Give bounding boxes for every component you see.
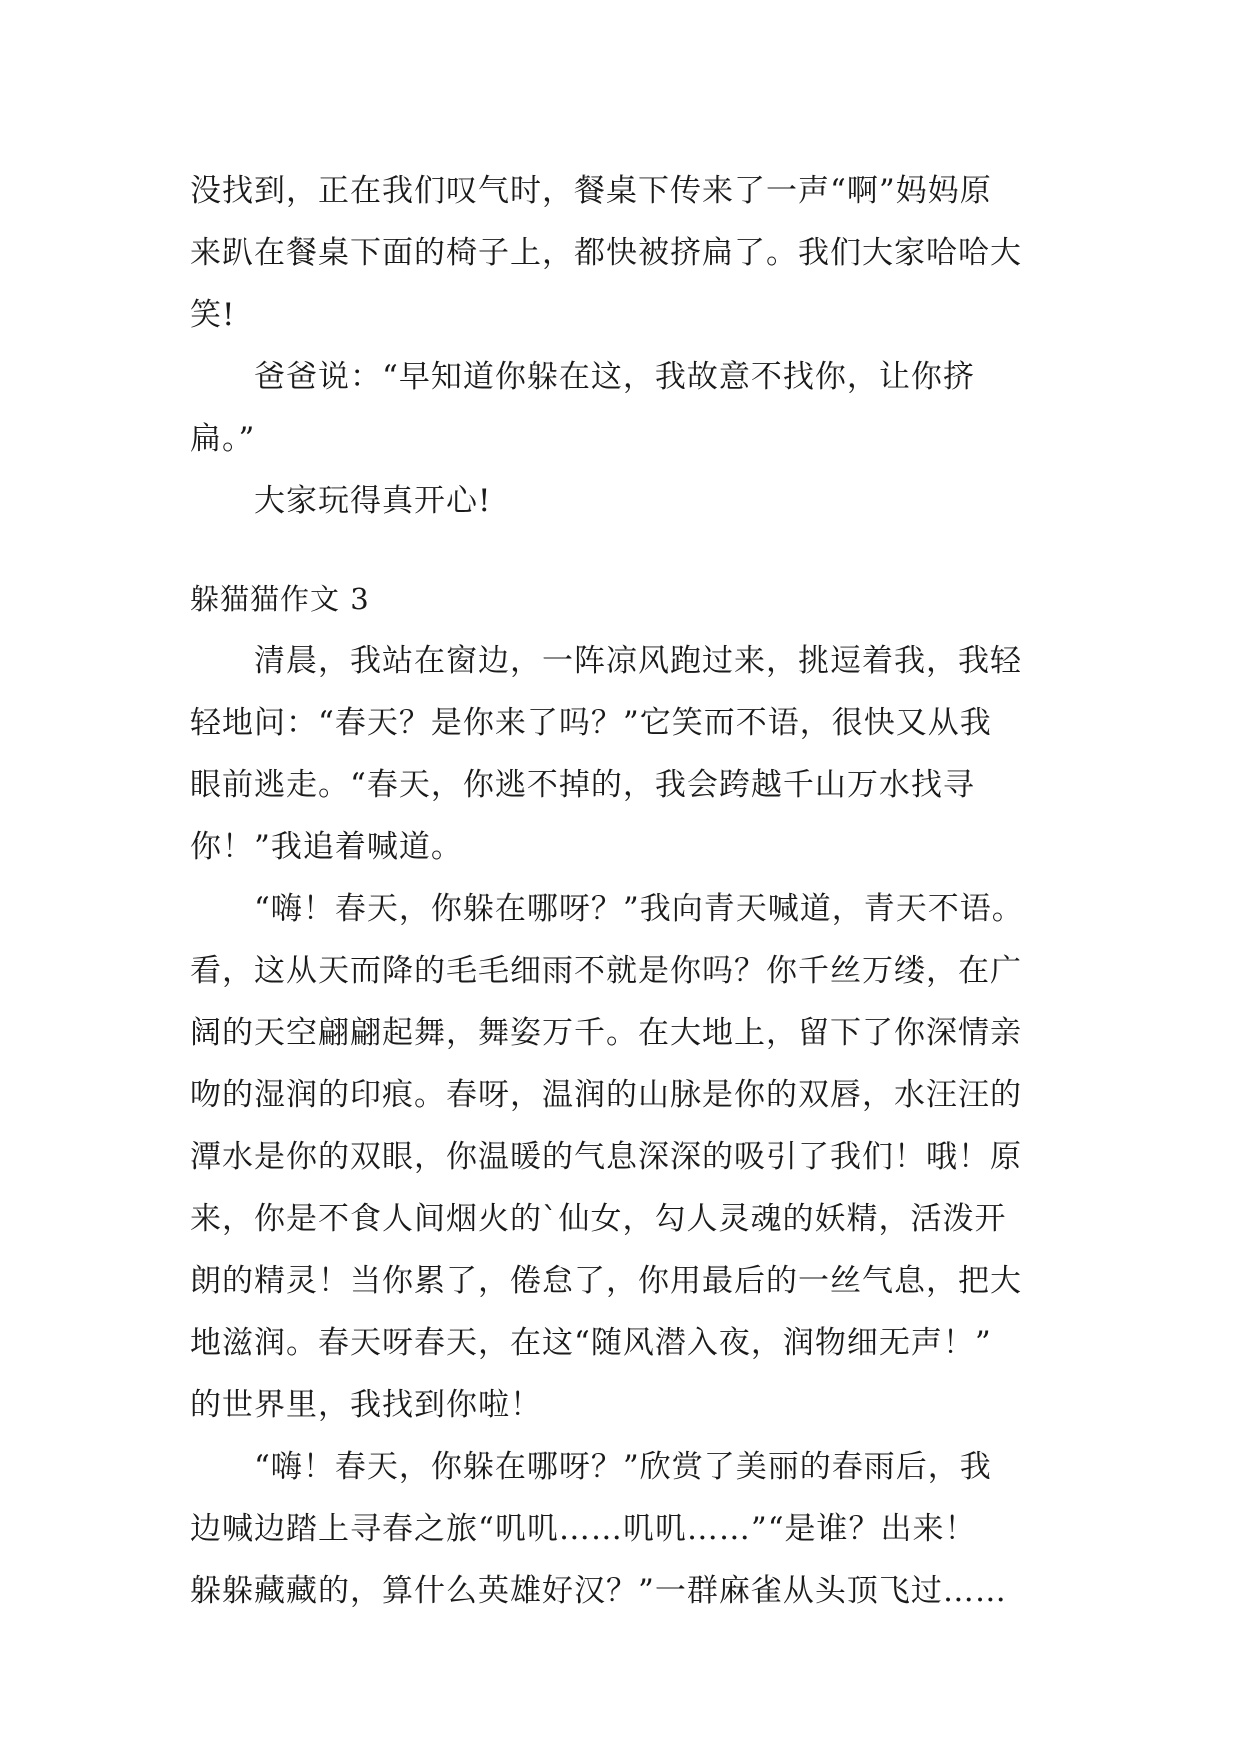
paragraph-line: 笑! (190, 297, 236, 333)
paragraph-line: 地滋润。春天呀春天，在这“随风潜入夜，润物细无声！” (190, 1325, 992, 1361)
paragraph-line: 来，你是不食人间烟火的`仙女，勾人灵魂的妖精，活泼开 (190, 1201, 1007, 1237)
paragraph-line: 躲躲藏藏的，算什么英雄好汉？”一群麻雀从头顶飞过…… (190, 1573, 1007, 1609)
paragraph-line: 轻地问：“春天？是你来了吗？”它笑而不语，很快又从我 (190, 705, 992, 741)
essay-title: 躲猫猫作文 3 (190, 582, 370, 616)
paragraph-line: 清晨，我站在窗边，一阵凉风跑过来，挑逗着我，我轻 (254, 643, 1022, 679)
paragraph-line: 阔的天空翩翩起舞，舞姿万千。在大地上，留下了你深情亲 (190, 1015, 1022, 1051)
essay-body (190, 630, 1050, 1622)
paragraph-line: 大家玩得真开心! (254, 483, 492, 519)
paragraph-line: 没找到，正在我们叹气时，餐桌下传来了一声“啊”妈妈原 (190, 173, 992, 209)
paragraph-line: “嗨！春天，你躲在哪呀？”欣赏了美丽的春雨后，我 (254, 1449, 992, 1485)
paragraph-line: 朗的精灵！当你累了，倦怠了，你用最后的一丝气息，把大 (190, 1263, 1022, 1299)
paragraph-line: 的世界里，我找到你啦！ (190, 1387, 542, 1423)
paragraph-line: 眼前逃走。“春天，你逃不掉的，我会跨越千山万水找寻 (190, 767, 975, 803)
previous-essay-ending (190, 160, 1050, 532)
paragraph-line: 爸爸说：“早知道你躲在这，我故意不找你，让你挤 (254, 359, 975, 395)
paragraph-line: 扁。” (190, 421, 256, 457)
paragraph-line: 边喊边踏上寻春之旅“叽叽……叽叽……”“是谁？出来！ (190, 1511, 977, 1547)
paragraph-line: 潭水是你的双眼，你温暖的气息深深的吸引了我们！哦！原 (190, 1139, 1022, 1175)
paragraph-line: “嗨！春天，你躲在哪呀？”我向青天喊道，青天不语。 (254, 891, 1024, 927)
paragraph-line: 吻的湿润的印痕。春呀，温润的山脉是你的双唇，水汪汪的 (190, 1077, 1022, 1113)
paragraph-line: 看，这从天而降的毛毛细雨不就是你吗？你千丝万缕，在广 (190, 953, 1022, 989)
paragraph-line: 你！”我追着喊道。 (190, 829, 463, 865)
paragraph-line: 来趴在餐桌下面的椅子上，都快被挤扁了。我们大家哈哈大 (190, 235, 1022, 271)
